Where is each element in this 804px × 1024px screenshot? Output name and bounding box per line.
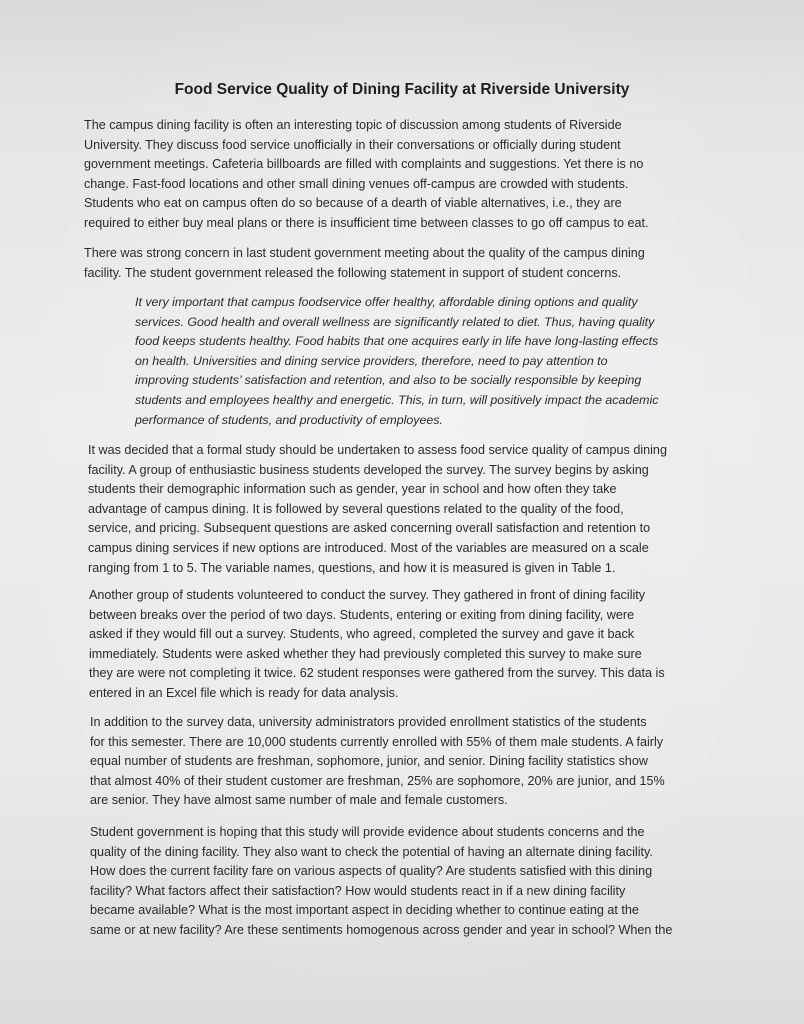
text-line: How does the current facility fare on various aspects of quality? Are students satisfied with this dining xyxy=(90,864,653,879)
text-line: Students who eat on campus often do so because of a dearth of viable alternatives, i.e., they are xyxy=(84,196,622,211)
paragraph-research-questions xyxy=(90,823,672,941)
text-line: became available? What is the most important aspect in deciding whether to continue eating at the xyxy=(90,903,639,918)
text-line: It was decided that a formal study should be undertaken to assess food service quality of campus dining xyxy=(88,443,667,457)
text-line: they are were not completing it twice. 62 student responses were gathered from the survey. This data is xyxy=(89,666,665,681)
text-line: food keeps students healthy. Food habits that one acquires early in life have long-lasting effects xyxy=(135,334,659,349)
text-line: between breaks over the period of two days. Students, entering or exiting from dining facility, were xyxy=(89,607,635,622)
text-line: improving students’ satisfaction and retention, and also to be socially responsible by keeping xyxy=(135,373,642,388)
text-line: The campus dining facility is often an interesting topic of discussion among students of Riverside xyxy=(84,118,622,132)
text-line: campus dining services if new options are introduced. Most of the variables are measured on a scale xyxy=(88,540,649,555)
text-line: students and employees healthy and energetic. This, in turn, will positively impact the academic xyxy=(135,392,659,407)
text-line: facility. A group of enthusiastic business students developed the survey. The survey begins by asking xyxy=(88,462,649,477)
text-line: Student government is hoping that this study will provide evidence about students concerns and the xyxy=(90,825,645,839)
text-line: facility. The student government released the following statement in support of student concerns. xyxy=(84,265,622,280)
text-line: on health. Universities and dining service providers, therefore, need to pay attention to xyxy=(135,353,608,368)
text-line: students their demographic information such as gender, year in school and how often they take xyxy=(88,482,617,497)
text-line: ranging from 1 to 5. The variable names, questions, and how it is measured is given in Table 1. xyxy=(88,560,616,575)
text-line: same or at new facility? Are these sentiments homogenous across gender and year in school? When the xyxy=(90,922,673,937)
paragraph-intro xyxy=(84,116,648,234)
text-line: change. Fast-food locations and other small dining venues off-campus are crowded with students. xyxy=(84,176,629,191)
text-line: government meetings. Cafeteria billboards are filled with complaints and suggestions. Yet there is no xyxy=(84,157,644,172)
text-line: entered in an Excel file which is ready for data analysis. xyxy=(89,685,399,700)
text-line: It very important that campus foodservice offer healthy, affordable dining options and quality xyxy=(135,295,638,309)
paragraph-data-collection xyxy=(89,586,665,704)
text-line: equal number of students are freshman, sophomore, junior, and senior. Dining facility statistics show xyxy=(90,754,648,769)
text-line: quality of the dining facility. They also want to check the potential of having an alternate dining facility. xyxy=(90,844,653,859)
text-line: facility? What factors affect their satisfaction? How would students react in if a new dining facility xyxy=(90,883,626,898)
text-line: asked if they would fill out a survey. Students, who agreed, completed the survey and gave it back xyxy=(89,627,635,642)
text-line: required to either buy meal plans or there is insufficient time between classes to go off campus to eat. xyxy=(84,215,649,230)
paragraph-enrollment-stats xyxy=(90,713,665,811)
text-line: advantage of campus dining. It is followed by several questions related to the quality of the food, xyxy=(88,501,624,516)
document-title: Food Service Quality of Dining Facility at Riverside University xyxy=(174,81,630,98)
text-line: are senior. They have almost same number of male and female customers. xyxy=(90,793,508,808)
text-line: There was strong concern in last student government meeting about the quality of the campus dining xyxy=(84,246,645,260)
text-line: for this semester. There are 10,000 students currently enrolled with 55% of them male students. A fairly xyxy=(90,734,664,749)
paragraph-concern xyxy=(84,244,645,283)
text-line: Another group of students volunteered to conduct the survey. They gathered in front of dining facility xyxy=(89,588,646,602)
text-line: services. Good health and overall wellness are significantly related to diet. Thus, having quality xyxy=(135,314,655,329)
block-quote-statement xyxy=(135,293,658,430)
text-line: service, and pricing. Subsequent questions are asked concerning overall satisfaction and retention to xyxy=(88,521,651,536)
text-line: immediately. Students were asked whether they had previously completed this survey to make sure xyxy=(89,646,642,661)
paragraph-survey-design xyxy=(88,441,667,578)
text-line: University. They discuss food service unofficially in their conversations or officially during student xyxy=(84,137,621,152)
text-line: In addition to the survey data, university administrators provided enrollment statistics of the students xyxy=(90,715,647,729)
text-line: that almost 40% of their student customer are freshman, 25% are sophomore, 20% are junior, and 15% xyxy=(90,773,665,788)
text-line: performance of students, and productivity of employees. xyxy=(135,412,443,427)
